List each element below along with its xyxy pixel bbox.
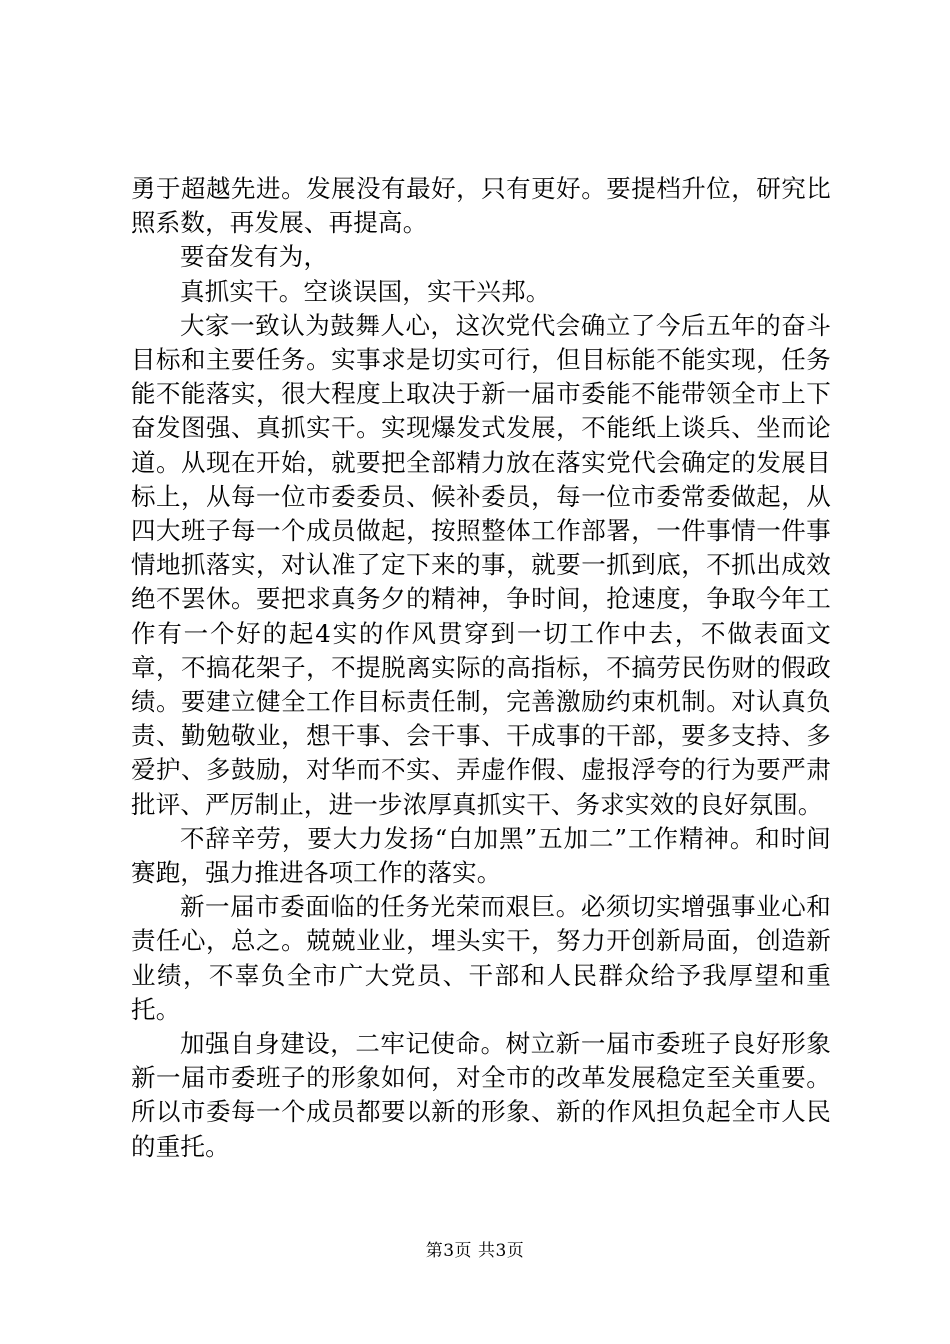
paragraph: 新一届市委面临的任务光荣而艰巨。必须切实增强事业心和责任心，总之。兢兢业业，埋头实干，努力开创新局面，创造新业绩，不辜负全市广大党员、干部和人民群众给予我厚望和重托。 — [131, 892, 831, 1024]
paragraph: 真抓实干。空谈误国，实干兴邦。 — [180, 276, 551, 306]
page-number-footer: 第3页 共3页 — [425, 1241, 525, 1261]
paragraph: 要奋发有为， — [180, 242, 329, 272]
paragraph: 不辞辛劳，要大力发扬“白加黑”五加二”工作精神。和时间赛跑，强力推进各项工作的落实。 — [131, 823, 831, 888]
document-body — [131, 172, 831, 1164]
paragraph: 勇于超越先进。发展没有最好，只有更好。要提档升位，研究比照系数，再发展、再提高。 — [131, 174, 831, 238]
paragraph: 加强自身建设，二牢记使命。树立新一届市委班子良好形象新一届市委班子的形象如何，对全市的改革发展稳定至关重要。所以市委每一个成员都要以新的形象、新的作风担负起全市人民的重托。 — [131, 1029, 831, 1161]
paragraph: 大家一致认为鼓舞人心，这次党代会确立了今后五年的奋斗目标和主要任务。实事求是切实可行，但目标能不能实现，任务能不能落实，很大程度上取决于新一届市委能不能带领全市上下奋发图强、真抓实干。实现爆发式发展，不能纸上谈兵、坐而论道。从现在开始，就要把全部精力放在落实党代会确定的发展目标上，从每一位市委委员、候补委员，每一位市委常委做起，从四大班子每一个成员做起，按照整体工作部署，一件事情一件事情地抓落实，对认准了定下来的事，就要一抓到底，不抓出成效绝不罢休。要把求真务夕的精神，争时间，抢速度，争取今年工作有一个好的起4实的作风贯穿到一切工作中去，不做表面文章，不搞花架子，不提脱离实际的高指标，不搞劳民伤财的假政绩。要建立健全工作目标责任制，完善激励约束机制。对认真负责、勤勉敬业，想干事、会干事、干成事的干部，要多支持、多爱护、多鼓励，对华而不实、弄虚作假、虚报浮夸的行为要严肃批评、严厉制止，进一步浓厚真抓实干、务求实效的良好氛围。 — [131, 310, 831, 819]
